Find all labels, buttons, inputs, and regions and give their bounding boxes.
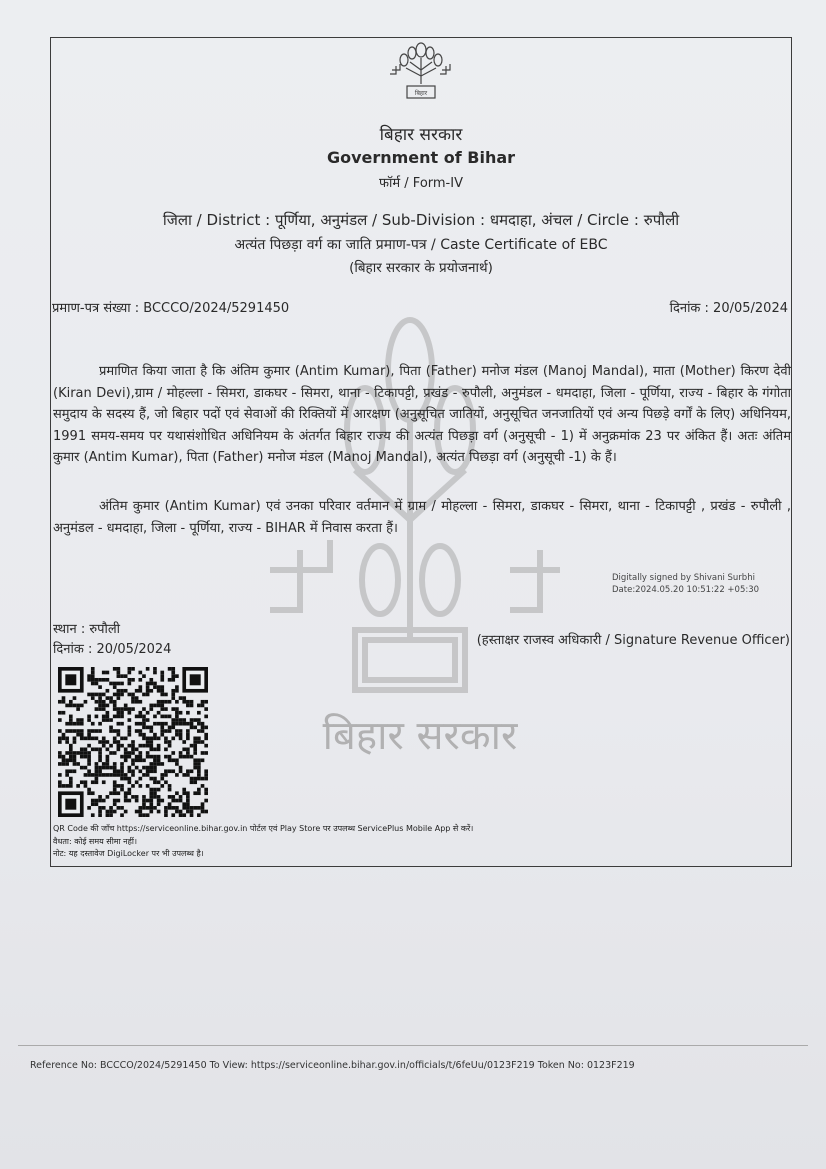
qr-code[interactable] [58,667,208,817]
digilocker-note: नोट: यह दस्तावेज DigiLocker पर भी उपलब्ध है। [53,849,204,858]
bihar-emblem-icon [388,40,454,102]
svg-text:बिहार: बिहार [414,90,428,97]
form-label: फॉर्म / Form-IV [379,176,463,191]
reference-footer: Reference No: BCCCO/2024/5291450 To View: https://serviceonline.bihar.gov.in/officials/t/6feUu/0123F219 Token No: 0123F219 [30,1060,635,1071]
digital-signature-signer: Digitally signed by Shivani Surbhi [612,573,755,583]
validity-note: वैधता: कोई समय सीमा नहीं। [53,836,137,846]
place-label: स्थान : रुपौली [53,622,121,637]
residence-paragraph: अंतिम कुमार (Antim Kumar) एवं उनका परिवार वर्तमान में ग्राम / मोहल्ला - सिमरा, डाकघर - सिमरा, थाना - टिकापट्टी , प्रखंड - रुपौली , अनुमंडल - धमदाहा, जिला - पूर्णिया, राज्य - BIHAR में निवास करता हैं। [53,499,791,536]
signature-revenue-officer: (हस्ताक्षर राजस्व अधिकारी / Signature Revenue Officer) [476,633,790,648]
certificate-number: प्रमाण-पत्र संख्या : BCCCO/2024/5291450 [52,301,290,316]
digital-signature [612,572,759,596]
purpose-line: (बिहार सरकार के प्रयोजनार्थ) [349,260,493,276]
verification-notes [53,823,473,861]
certificate-title: अत्यंत पिछड़ा वर्ग का जाति प्रमाण-पत्र / Caste Certificate of EBC [234,237,608,253]
location-line: जिला / District : पूर्णिया, अनुमंडल / Sub-Division : धमदाहा, अंचल / Circle : रुपौली [162,211,680,229]
digital-signature-date: Date:2024.05.20 10:51:22 +05:30 [612,585,760,595]
issue-date-label: दिनांक : 20/05/2024 [53,642,172,657]
place-date-block [53,620,171,660]
footer-divider [18,1045,808,1046]
english-title: Government of Bihar [326,148,516,167]
certificate-date: दिनांक : 20/05/2024 [669,301,788,316]
qr-verification-note: QR Code की जाँच https://serviceonline.bihar.gov.in पोर्टल एवं Play Store पर उपलब्ध ServicePlus Mobile App से करें। [53,824,474,833]
hindi-title: बिहार सरकार [379,125,463,145]
watermark-text: बिहार सरकार [322,713,518,759]
certification-paragraph: प्रमाणित किया जाता है कि अंतिम कुमार (Antim Kumar), पिता (Father) मनोज मंडल (Manoj Mandal), माता (Mother) किरण देवी (Kiran Devi),ग्राम / मोहल्ला - सिमरा, डाकघर - सिमरा, थाना - टिकापट्टी, प्रखंड - रुपौली, अनुमंडल - धमदाहा, जिला - पूर्णिया, राज्य - बिहार के गंगोता समुदाय के सदस्य हैं, जो बिहार पदों एवं सेवाओं की रिक्तियों में आरक्षण (अनुसूचित जातियों, अनुसूचित जनजातियों एवं अन्य पिछड़े वर्गों के लिए) अधिनियम, 1991 समय-समय पर यथासंशोधित अधिनियम के अंतर्गत बिहार राज्य की अत्यंत पिछड़ा वर्ग (अनुसूची - 1) में अनुक्रमांक 23 पर अंकित हैं। अतः अंतिम कुमार (Antim Kumar), पिता (Father) मनोज मंडल (Manoj Mandal), अत्यंत पिछड़ा वर्ग (अनुसूची -1) के हैं। [53,364,791,465]
